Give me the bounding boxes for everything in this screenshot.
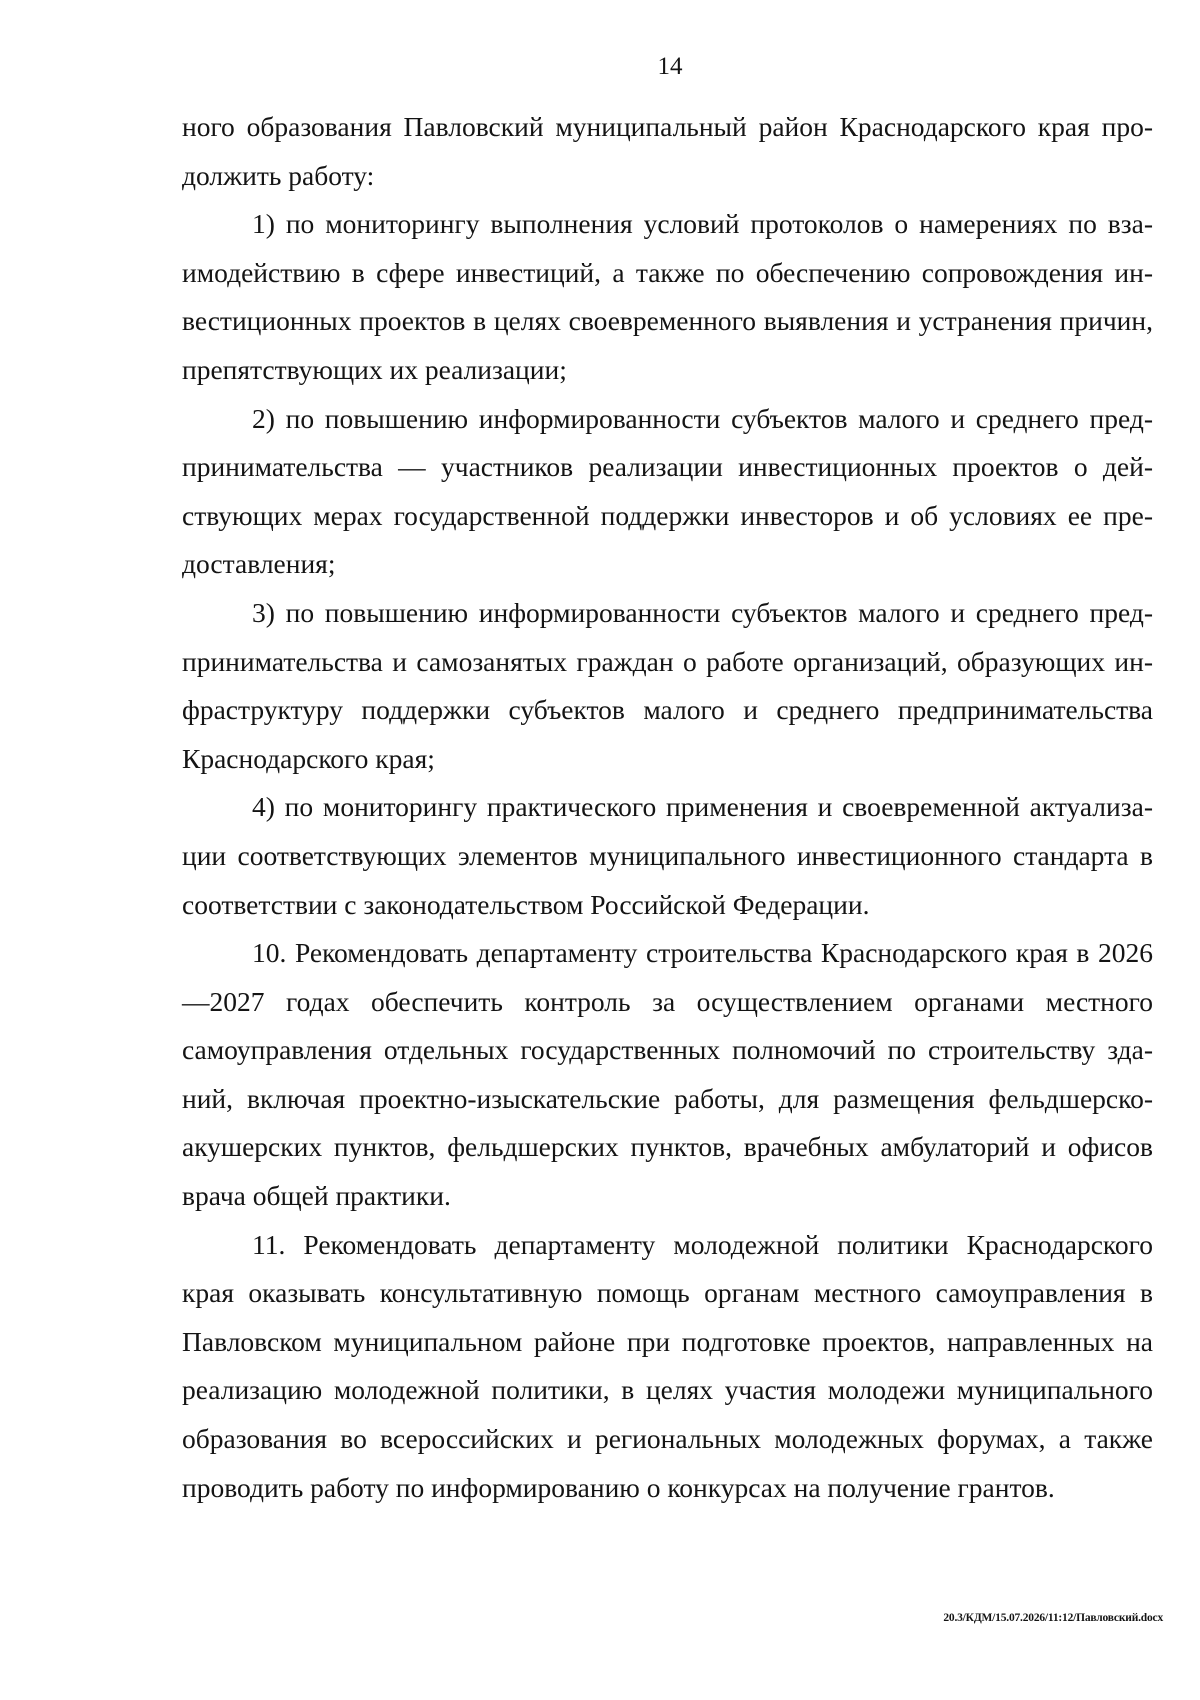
paragraph-item-3: 3) по повышению информированности субъектов малого и среднего предпринимательства и самозанятых граждан о работе организаций, образующих инфраструктуру поддержки субъектов малого и среднего предпринимательства Краснодарского края; — [182, 596, 1153, 774]
document-body — [182, 103, 1153, 1512]
paragraph-item-1: 1) по мониторингу выполнения условий протоколов о намерениях по взаимодействию в сфере инвестиций, а также по обеспечению сопровождения инвестиционных проектов в целях своевременного выявления и устранения причин, препятствующих их реализации; — [182, 208, 1153, 385]
paragraph-continuation: ного образования Павловский муниципальный район Краснодарского края продолжить работу: — [182, 111, 1153, 191]
paragraph-item-2: 2) по повышению информированности субъектов малого и среднего предпринимательства — участников реализации инвестиционных проектов о действующих мерах государственной поддержки инвесторов и об условиях ее предоставления; — [182, 402, 1153, 580]
paragraph-clause-11: 11. Рекомендовать департаменту молодежной политики Краснодарского края оказывать консультативную помощь органам местного самоуправления в Павловском муниципальном районе при подготовке проектов, направленных на реализацию молодежной политики, в целях участия молодежи муниципального образования во всероссийских и региональных молодежных форумах, а также проводить работу по информированию о конкурсах на получение грантов. — [182, 1228, 1153, 1503]
paragraph-item-4: 4) по мониторингу практического применения и своевременной актуализации соответствующих элементов муниципального инвестиционного стандарта в соответствии с законодательством Российской Федерации. — [182, 791, 1153, 920]
paragraph-clause-10: 10. Рекомендовать департаменту строительства Краснодарского края в 2026—2027 годах обеспечить контроль за осуществлением органами местного самоуправления отдельных государственных полномочий по строительству зданий, включая проектно-изыскательские работы, для размещения фельдшерско-акушерских пунктов, фельдшерских пунктов, врачебных амбулаторий и офисов врача общей практики. — [182, 937, 1153, 1212]
page-number: 14 — [657, 53, 683, 80]
document-file-reference: 20.3/КДМ/15.07.2026/11:12/Павловский.docx — [943, 1612, 1163, 1624]
